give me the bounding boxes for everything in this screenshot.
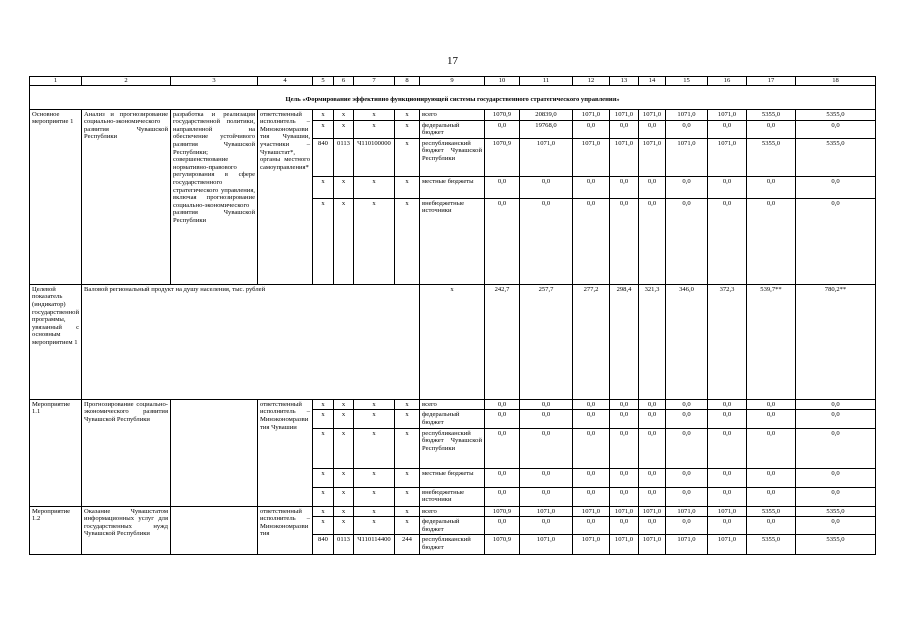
- table-cell: 0,0: [639, 198, 666, 284]
- table-cell: x: [354, 468, 395, 487]
- table-cell: 0,0: [708, 517, 747, 535]
- table-cell: 539,7**: [747, 284, 796, 399]
- table-cell: 0,0: [796, 428, 876, 468]
- table-cell: 0,0: [610, 120, 639, 138]
- table-cell: x: [334, 428, 354, 468]
- table-cell: 1071,0: [573, 138, 610, 176]
- table-cell: Целевой показатель (индикатор) государственной программы, увязанный с основным мероприятием 1: [30, 284, 82, 399]
- table-cell: 0,0: [520, 517, 573, 535]
- table-cell: 0,0: [573, 428, 610, 468]
- table-cell: x: [334, 410, 354, 428]
- table-cell: 0,0: [573, 399, 610, 410]
- table-cell: x: [354, 176, 395, 198]
- table-cell: 0,0: [485, 176, 520, 198]
- table-cell: Ч110114400: [354, 535, 395, 555]
- table-cell: x: [395, 176, 420, 198]
- table-cell: 298,4: [610, 284, 639, 399]
- table-cell: 5355,0: [747, 506, 796, 517]
- table-cell: x: [354, 198, 395, 284]
- table-cell: 0,0: [796, 198, 876, 284]
- table-cell: 5355,0: [796, 535, 876, 555]
- table-row: [30, 284, 876, 399]
- table-cell: 321,3: [639, 284, 666, 399]
- table-cell: x: [354, 517, 395, 535]
- table-cell: 0,0: [520, 399, 573, 410]
- table-cell: 0,0: [666, 517, 708, 535]
- table-row: [30, 399, 876, 410]
- table-cell: Мероприятие 1.1: [30, 399, 82, 506]
- table-cell: 1071,0: [708, 138, 747, 176]
- table-cell: 0,0: [485, 468, 520, 487]
- table-cell: 5355,0: [796, 109, 876, 120]
- table-cell: 1071,0: [666, 138, 708, 176]
- table-cell: 5355,0: [747, 109, 796, 120]
- table-cell: республиканский бюджет Чувашской Республики: [420, 428, 485, 468]
- table-cell: 0,0: [708, 428, 747, 468]
- table-cell: 1070,9: [485, 535, 520, 555]
- table-cell: 0,0: [796, 517, 876, 535]
- table-cell: 0,0: [485, 399, 520, 410]
- table-cell: x: [354, 120, 395, 138]
- table-cell: 0,0: [747, 517, 796, 535]
- table-cell: x: [395, 120, 420, 138]
- table-cell: 0,0: [485, 517, 520, 535]
- table-cell: 8: [395, 77, 420, 86]
- table-cell: 0,0: [796, 120, 876, 138]
- table-cell: 0,0: [573, 176, 610, 198]
- table-cell: 1071,0: [573, 506, 610, 517]
- table-cell: 0,0: [610, 399, 639, 410]
- table-cell: 0,0: [666, 120, 708, 138]
- table-cell: 7: [354, 77, 395, 86]
- table-cell: 0,0: [639, 468, 666, 487]
- table-cell: x: [395, 399, 420, 410]
- table-cell: [171, 506, 258, 555]
- table-cell: 14: [639, 77, 666, 86]
- table-cell: x: [395, 428, 420, 468]
- table-cell: 0,0: [708, 176, 747, 198]
- table-cell: 0,0: [796, 468, 876, 487]
- table-cell: x: [313, 176, 334, 198]
- table-row: [30, 85, 876, 109]
- table-cell: 5355,0: [796, 506, 876, 517]
- table-cell: местные бюджеты: [420, 176, 485, 198]
- table-cell: Цель «Формирование эффективно функционирующей системы государственного стратегического управления»: [30, 85, 876, 109]
- table-cell: 0,0: [708, 198, 747, 284]
- table-cell: 0,0: [639, 428, 666, 468]
- table-cell: 6: [334, 77, 354, 86]
- table-cell: x: [334, 468, 354, 487]
- table-cell: 1071,0: [573, 535, 610, 555]
- table-cell: Мероприятие 1.2: [30, 506, 82, 555]
- table-cell: 840: [313, 535, 334, 555]
- table-cell: x: [334, 399, 354, 410]
- table-cell: x: [313, 399, 334, 410]
- table-cell: 0,0: [708, 410, 747, 428]
- table-cell: 1071,0: [666, 109, 708, 120]
- table-cell: 1071,0: [610, 506, 639, 517]
- table-cell: 0,0: [796, 487, 876, 506]
- table-cell: x: [395, 410, 420, 428]
- table-cell: x: [313, 506, 334, 517]
- table-cell: 9: [420, 77, 485, 86]
- table-cell: x: [354, 506, 395, 517]
- table-cell: 5355,0: [747, 535, 796, 555]
- table-cell: 0,0: [610, 487, 639, 506]
- table-cell: 0,0: [639, 176, 666, 198]
- table-cell: Анализ и прогнозирование социально-экономического развития Чувашской Республики: [82, 109, 171, 284]
- table-cell: 0,0: [666, 410, 708, 428]
- table-row: [30, 506, 876, 517]
- table-cell: x: [334, 109, 354, 120]
- table-cell: x: [395, 138, 420, 176]
- table-cell: 0,0: [666, 399, 708, 410]
- table-cell: x: [334, 120, 354, 138]
- table-cell: x: [313, 120, 334, 138]
- table-cell: всего: [420, 109, 485, 120]
- table-cell: всего: [420, 399, 485, 410]
- table-cell: 1071,0: [708, 535, 747, 555]
- table-cell: x: [313, 517, 334, 535]
- table-cell: [171, 399, 258, 506]
- table-cell: 0,0: [573, 517, 610, 535]
- table-cell: x: [334, 487, 354, 506]
- table-cell: 346,0: [666, 284, 708, 399]
- table-cell: x: [420, 284, 485, 399]
- table-cell: x: [395, 487, 420, 506]
- table-cell: 0,0: [639, 410, 666, 428]
- table-cell: 840: [313, 138, 334, 176]
- table-cell: 11: [520, 77, 573, 86]
- table-cell: 1071,0: [573, 109, 610, 120]
- table-cell: 1071,0: [520, 535, 573, 555]
- table-cell: 0,0: [610, 176, 639, 198]
- table-cell: 1071,0: [639, 535, 666, 555]
- table-cell: 0,0: [520, 487, 573, 506]
- table-cell: 0,0: [747, 468, 796, 487]
- table-cell: 17: [747, 77, 796, 86]
- table-cell: x: [313, 198, 334, 284]
- table-cell: 0,0: [666, 428, 708, 468]
- table-cell: 0,0: [639, 120, 666, 138]
- table-cell: 0,0: [639, 487, 666, 506]
- table-cell: x: [395, 198, 420, 284]
- table-cell: 0,0: [573, 410, 610, 428]
- table-cell: 372,3: [708, 284, 747, 399]
- table-cell: 0,0: [520, 410, 573, 428]
- table-cell: 15: [666, 77, 708, 86]
- table-cell: 1071,0: [639, 109, 666, 120]
- table-cell: 1070,9: [485, 109, 520, 120]
- table-cell: 0,0: [639, 517, 666, 535]
- table-cell: разработка и реализация государственной политики, направленной на обеспечение устойчивого развития Чувашской Республики; совершенствование нормативно-правового регулирования в сфере государственного стратегического управления, включая прогнозирование социально-экономического развития Чувашской Республики: [171, 109, 258, 284]
- table-cell: 0,0: [485, 487, 520, 506]
- table-cell: 1070,9: [485, 506, 520, 517]
- table-cell: x: [313, 410, 334, 428]
- table-cell: 0113: [334, 535, 354, 555]
- table-cell: 19768,0: [520, 120, 573, 138]
- table-cell: x: [395, 506, 420, 517]
- table-row: [30, 109, 876, 120]
- table-cell: 1071,0: [610, 535, 639, 555]
- table-cell: 1071,0: [520, 506, 573, 517]
- table-cell: 1070,9: [485, 138, 520, 176]
- table-cell: местные бюджеты: [420, 468, 485, 487]
- table-cell: 5355,0: [747, 138, 796, 176]
- table-cell: 0,0: [747, 399, 796, 410]
- table-cell: ответственный исполнитель – Минэкономразвития: [258, 506, 313, 555]
- table-cell: x: [313, 428, 334, 468]
- table-cell: 2: [82, 77, 171, 86]
- table-cell: 0,0: [520, 428, 573, 468]
- table-cell: 3: [171, 77, 258, 86]
- table-cell: x: [354, 399, 395, 410]
- table-cell: 0,0: [747, 428, 796, 468]
- table-cell: 277,2: [573, 284, 610, 399]
- table-cell: x: [395, 517, 420, 535]
- table-cell: 0,0: [666, 176, 708, 198]
- table-cell: x: [334, 517, 354, 535]
- table-cell: 0,0: [485, 198, 520, 284]
- table-cell: 244: [395, 535, 420, 555]
- table-cell: Основное мероприятие 1: [30, 109, 82, 284]
- table-cell: 4: [258, 77, 313, 86]
- table-cell: 0,0: [796, 399, 876, 410]
- table-cell: 0,0: [573, 198, 610, 284]
- table-cell: 1071,0: [639, 138, 666, 176]
- budget-table: [29, 76, 876, 555]
- table-cell: x: [354, 109, 395, 120]
- table-cell: 1071,0: [708, 506, 747, 517]
- table-cell: 20839,0: [520, 109, 573, 120]
- table-cell: федеральный бюджет: [420, 410, 485, 428]
- table-cell: 0,0: [610, 468, 639, 487]
- table-cell: 242,7: [485, 284, 520, 399]
- table-cell: 0,0: [747, 176, 796, 198]
- table-cell: Ч110100000: [354, 138, 395, 176]
- table-cell: 0,0: [639, 399, 666, 410]
- table-cell: 1: [30, 77, 82, 86]
- table-cell: ответственный исполнитель – Минэкономразвития Чувашии, участники – Чувашстат*, органы местного самоуправления*: [258, 109, 313, 284]
- table-cell: 0,0: [796, 410, 876, 428]
- table-cell: 13: [610, 77, 639, 86]
- table-cell: 0,0: [666, 487, 708, 506]
- table-cell: 257,7: [520, 284, 573, 399]
- table-cell: 1071,0: [520, 138, 573, 176]
- table-cell: 1071,0: [708, 109, 747, 120]
- table-cell: 0,0: [747, 487, 796, 506]
- table-cell: 0,0: [573, 468, 610, 487]
- table-cell: x: [313, 468, 334, 487]
- table-cell: 780,2**: [796, 284, 876, 399]
- table-cell: республиканский бюджет Чувашской Республики: [420, 138, 485, 176]
- table-cell: x: [395, 109, 420, 120]
- table-cell: 0,0: [747, 120, 796, 138]
- table-cell: x: [334, 176, 354, 198]
- table-cell: внебюджетные источники: [420, 198, 485, 284]
- table-cell: 16: [708, 77, 747, 86]
- table-cell: республиканский бюджет: [420, 535, 485, 555]
- table-cell: всего: [420, 506, 485, 517]
- table-cell: 0,0: [520, 176, 573, 198]
- table-cell: 1071,0: [610, 138, 639, 176]
- table-cell: x: [313, 487, 334, 506]
- table-cell: 0,0: [573, 120, 610, 138]
- table-cell: 1071,0: [666, 506, 708, 517]
- table-cell: Валовой региональный продукт на душу населения, тыс. рублей: [82, 284, 420, 399]
- table-cell: x: [354, 410, 395, 428]
- table-cell: 1071,0: [666, 535, 708, 555]
- table-cell: 0,0: [485, 410, 520, 428]
- table-cell: 1071,0: [639, 506, 666, 517]
- table-cell: федеральный бюджет: [420, 517, 485, 535]
- table-row: [30, 77, 876, 86]
- table-cell: 18: [796, 77, 876, 86]
- table-cell: Оказание Чувашстатом информационных услуг для государственных нужд Чувашской Республики: [82, 506, 171, 555]
- table-cell: 0,0: [666, 198, 708, 284]
- table-cell: 0,0: [708, 487, 747, 506]
- table-cell: 0,0: [610, 198, 639, 284]
- table-cell: ответственный исполнитель – Минэкономразвития Чувашии: [258, 399, 313, 506]
- table-cell: 0,0: [610, 428, 639, 468]
- page-number: 17: [447, 55, 458, 67]
- table-cell: 0,0: [520, 198, 573, 284]
- table-cell: 0,0: [708, 468, 747, 487]
- table-cell: x: [334, 198, 354, 284]
- table-cell: 0,0: [520, 468, 573, 487]
- table-cell: 0,0: [708, 399, 747, 410]
- table-cell: 0,0: [485, 120, 520, 138]
- table-cell: 1071,0: [610, 109, 639, 120]
- table-cell: x: [395, 468, 420, 487]
- table-cell: x: [334, 506, 354, 517]
- table-cell: 0,0: [610, 410, 639, 428]
- table-cell: внебюджетные источники: [420, 487, 485, 506]
- table-cell: 12: [573, 77, 610, 86]
- table-cell: 0,0: [708, 120, 747, 138]
- table-cell: 0113: [334, 138, 354, 176]
- table-cell: 0,0: [573, 487, 610, 506]
- table-cell: x: [354, 487, 395, 506]
- table-cell: x: [313, 109, 334, 120]
- table-cell: 0,0: [666, 468, 708, 487]
- table-cell: федеральный бюджет: [420, 120, 485, 138]
- table-cell: x: [354, 428, 395, 468]
- table-cell: 5355,0: [796, 138, 876, 176]
- table-cell: 0,0: [796, 176, 876, 198]
- table-cell: Прогнозирование социально-экономического развития Чувашской Республики: [82, 399, 171, 506]
- table-cell: 5: [313, 77, 334, 86]
- table-cell: 0,0: [747, 198, 796, 284]
- table-cell: 0,0: [610, 517, 639, 535]
- table-cell: 10: [485, 77, 520, 86]
- table-cell: 0,0: [747, 410, 796, 428]
- table-cell: 0,0: [485, 428, 520, 468]
